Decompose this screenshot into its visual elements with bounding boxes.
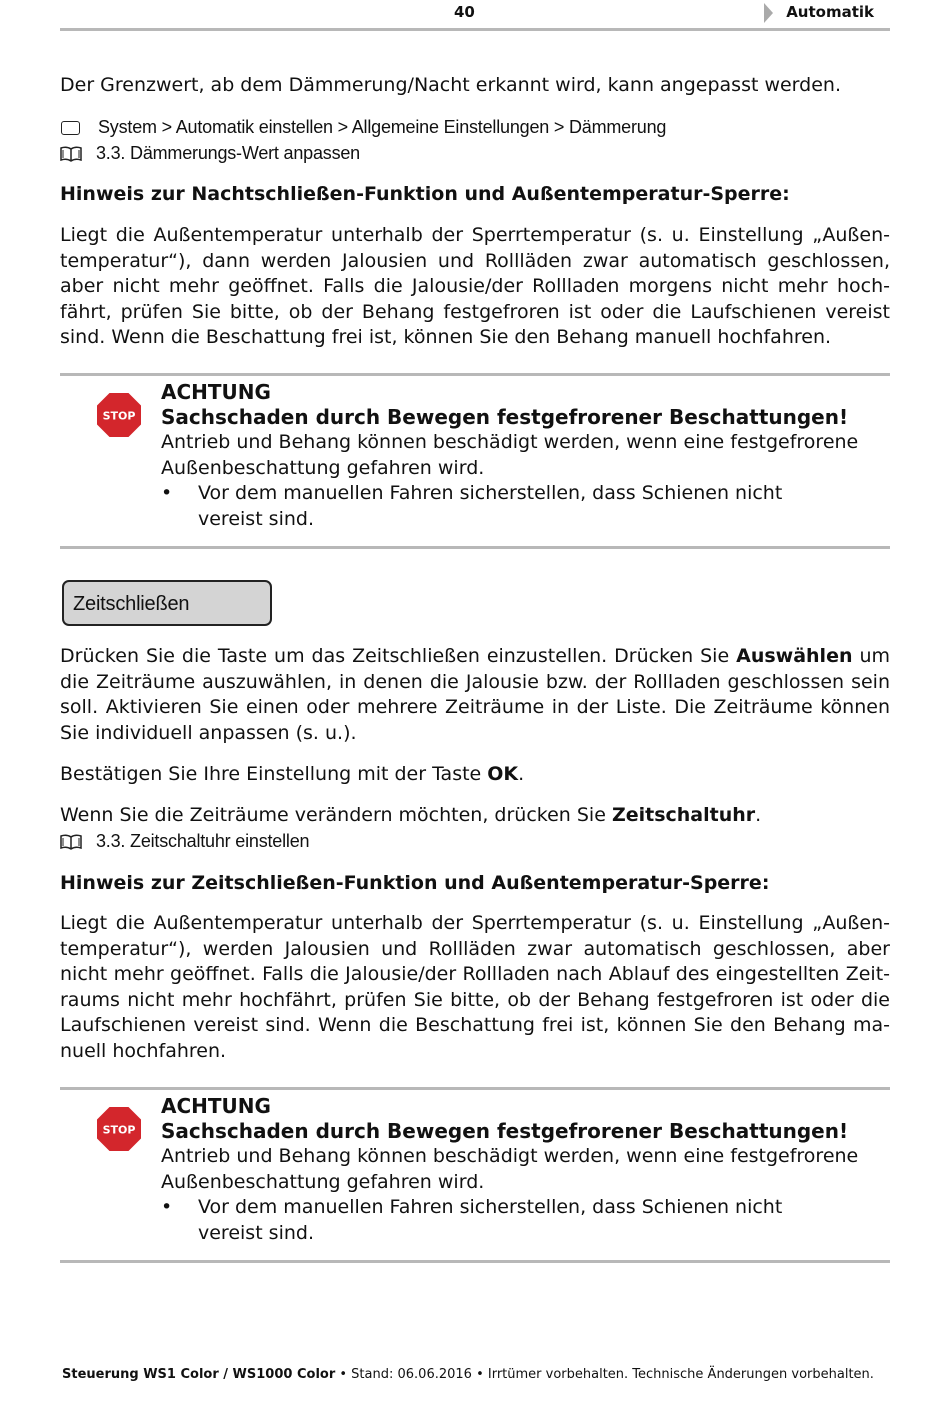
stop-label: STOP bbox=[102, 1123, 136, 1137]
divider bbox=[60, 373, 890, 376]
text-segment: . bbox=[518, 763, 525, 785]
bullet-dot-icon: • bbox=[161, 482, 173, 504]
intro-text: Der Grenzwert, ab dem Dämmerung/Nacht erkannt wird, kann angepasst werden. bbox=[60, 74, 841, 96]
warning-title: ACHTUNG bbox=[161, 380, 271, 404]
menu-path-text: System > Automatik einstellen > Allgemeine Einstellungen > Dämmerung bbox=[98, 117, 667, 137]
bullet-dot-icon: • bbox=[161, 1196, 173, 1218]
bullet-text: Vor dem manuellen Fahren sicherstellen, dass Schienen nicht vereist sind. bbox=[198, 482, 783, 530]
bold-term: OK bbox=[487, 763, 519, 785]
screen-icon bbox=[61, 121, 80, 135]
warning-box bbox=[60, 380, 950, 532]
timer-paragraph bbox=[60, 803, 890, 829]
warning-text: Antrieb und Behang können beschädigt werden, wenn eine festgefrorene Außenbeschattung gefahren wird. bbox=[161, 431, 859, 479]
menu-path bbox=[60, 115, 890, 140]
section-title: Automatik bbox=[786, 3, 874, 21]
text-segment: Wenn Sie die Zeiträume verändern möchten, drücken Sie bbox=[60, 804, 612, 826]
page-footer bbox=[62, 1367, 888, 1382]
stop-sign-icon bbox=[96, 392, 142, 438]
footer-text: • Stand: 06.06.2016 • Irrtümer vorbehalten. Technische Änderungen vorbehalten. bbox=[335, 1367, 874, 1382]
confirm-paragraph bbox=[60, 762, 890, 788]
text-segment: um die Zeiträume auszuwählen, in denen die Jalousie bzw. der Rollladen geschlossen sein soll. Aktivieren Sie einen oder mehrere Zeiträume in der Liste. Die Zeiträume können Sie individuell anpassen (s. u.). bbox=[60, 645, 890, 744]
manual-reference bbox=[60, 829, 890, 854]
triangle-right-icon bbox=[764, 3, 773, 23]
hint-body: Liegt die Außentemperatur unterhalb der Sperrtemperatur (s. u. Einstellung „Außentemperatur“), werden Jalousien und Rollläden zwar automatisch geschlossen, aber nicht mehr geöffnet. Falls die Jalousie/der Rollladen nach Ablauf des eingestellten Zeitraums nicht mehr hochfährt, prüfen Sie bitte, ob der Behang festgefroren ist oder die Laufschienen vereist sind. Wenn die Beschattung frei ist, können Sie den Behang manuell hochfahren. bbox=[60, 912, 890, 1062]
warning-text: Antrieb und Behang können beschädigt werden, wenn eine festgefrorene Außenbeschattung gefahren wird. bbox=[161, 1145, 859, 1193]
warning-subtitle: Sachschaden durch Bewegen festgefrorener Beschattungen! bbox=[161, 1119, 849, 1143]
divider bbox=[60, 1087, 890, 1090]
manual-reference-text: 3.3. Zeitschaltuhr einstellen bbox=[96, 831, 310, 851]
warning-title: ACHTUNG bbox=[161, 1094, 271, 1118]
warning-box bbox=[60, 1094, 950, 1246]
page-header bbox=[60, 0, 890, 31]
bold-term: Zeitschaltuhr bbox=[611, 804, 756, 826]
button-label: Zeitschließen bbox=[73, 593, 190, 615]
text-segment: Drücken Sie die Taste um das Zeitschließen einzustellen. Drücken Sie bbox=[60, 645, 737, 667]
bold-term: Auswählen bbox=[736, 645, 853, 667]
book-icon bbox=[60, 834, 82, 850]
warning-bullet bbox=[161, 481, 950, 532]
hint-body: Liegt die Außentemperatur unterhalb der Sperrtemperatur (s. u. Einstellung „Außentemperatur“), dann werden Jalousien und Rollläden zwar automatisch geschlossen, aber nicht mehr geöffnet. Falls die Jalousie/der Rollladen morgens nicht mehr hochfährt, prüfen Sie bitte, ob der Behang festgefroren ist oder die Laufschienen vereist sind. Wenn die Beschattung frei ist, können Sie den Behang manuell hochfahren. bbox=[60, 224, 890, 348]
divider bbox=[60, 546, 890, 549]
stop-sign-icon bbox=[96, 1106, 142, 1152]
footer-product: Steuerung WS1 Color / WS1000 Color bbox=[62, 1367, 336, 1382]
bullet-text: Vor dem manuellen Fahren sicherstellen, dass Schienen nicht vereist sind. bbox=[198, 1196, 783, 1244]
warning-subtitle: Sachschaden durch Bewegen festgefrorener Beschattungen! bbox=[161, 405, 849, 429]
zeitschliessen-button[interactable] bbox=[62, 580, 272, 626]
hint-heading: Hinweis zur Nachtschließen-Funktion und Außentemperatur-Sperre: bbox=[60, 183, 790, 205]
hint-heading: Hinweis zur Zeitschließen-Funktion und Außentemperatur-Sperre: bbox=[60, 872, 770, 894]
manual-reference-text: 3.3. Dämmerungs-Wert anpassen bbox=[96, 143, 360, 163]
instruction-paragraph bbox=[60, 644, 890, 746]
divider bbox=[60, 1260, 890, 1263]
page-number: 40 bbox=[454, 3, 475, 21]
warning-bullet bbox=[161, 1195, 950, 1246]
text-segment: Bestätigen Sie Ihre Einstellung mit der Taste bbox=[60, 763, 488, 785]
stop-label: STOP bbox=[102, 409, 136, 423]
text-segment: . bbox=[755, 804, 762, 826]
book-icon bbox=[60, 146, 82, 162]
manual-reference bbox=[60, 141, 890, 166]
